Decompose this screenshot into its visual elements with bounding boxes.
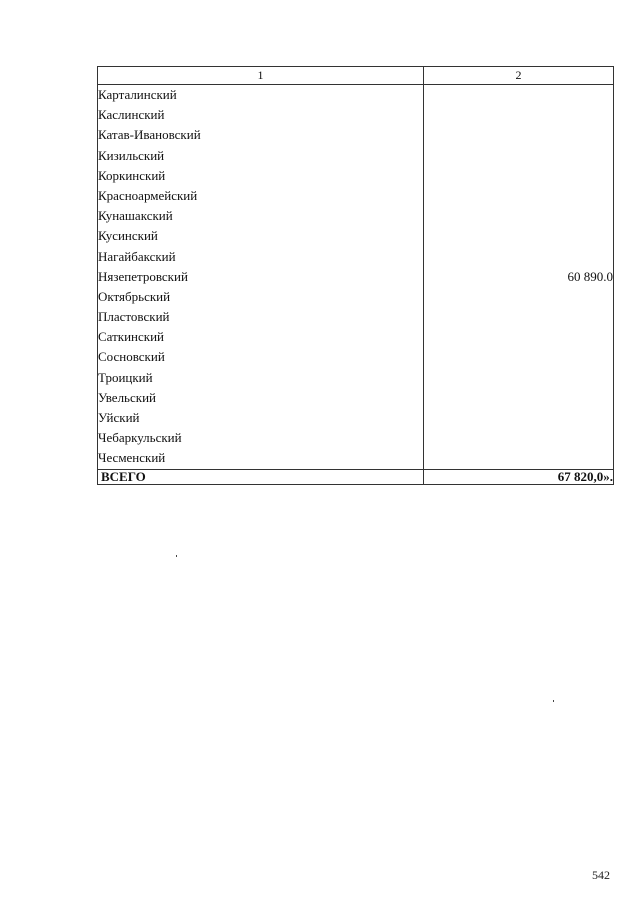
column-header-1: 1 xyxy=(98,67,424,85)
district-name: Коркинский xyxy=(98,167,166,183)
table-row xyxy=(98,85,614,470)
district-name: Октябрьский xyxy=(98,288,171,304)
district-name: Карталинский xyxy=(98,87,177,102)
district-name: Саткинский xyxy=(98,329,165,345)
district-name: Нагайбакский xyxy=(98,248,176,264)
total-row xyxy=(98,469,614,484)
scan-speck xyxy=(553,700,554,702)
district-name: Троицкий xyxy=(98,369,153,385)
total-label: ВСЕГО xyxy=(98,469,424,484)
column-header-2: 2 xyxy=(424,67,614,85)
district-name: Сосновский xyxy=(98,349,165,365)
group-value-cell: 60 890.0 xyxy=(424,85,614,470)
district-name: Кусинский xyxy=(98,228,158,244)
district-name: Чесменский xyxy=(98,450,166,466)
district-name: Пластовский xyxy=(98,309,170,325)
district-name: Каслинский xyxy=(98,107,165,123)
table-header-row xyxy=(98,67,614,85)
district-list-cell xyxy=(98,85,424,470)
district-name: Катав-Ивановский xyxy=(98,127,201,143)
total-value: 67 820,0». xyxy=(424,469,614,484)
district-name: Увельский xyxy=(98,389,156,405)
page-number: 542 xyxy=(592,868,610,882)
allocation-table xyxy=(97,66,614,485)
district-name: Нязепетровский xyxy=(98,268,188,284)
district-name: Уйский xyxy=(98,410,140,425)
district-name: Кунашакский xyxy=(98,208,173,224)
scan-speck xyxy=(176,555,177,557)
district-name: Кизильский xyxy=(98,147,165,163)
district-name: Чебаркульский xyxy=(98,430,182,446)
district-name: Красноармейский xyxy=(98,187,198,203)
